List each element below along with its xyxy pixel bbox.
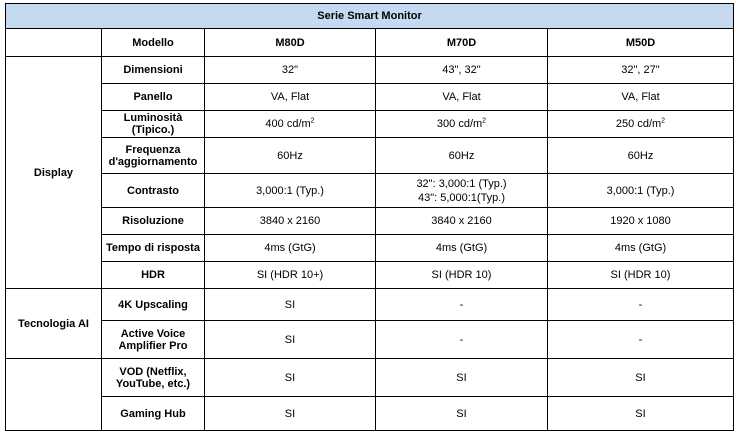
title-row xyxy=(6,4,734,29)
table-row xyxy=(6,57,734,84)
row-label: Contrasto xyxy=(102,174,205,208)
cell-value: 300 $cd/m^2$ xyxy=(376,111,548,138)
table-row xyxy=(6,138,734,174)
cell-value: 60Hz xyxy=(548,138,734,174)
cell-value: SI xyxy=(376,359,548,397)
cell-value: SI (HDR 10+) xyxy=(205,262,376,289)
row-label: Panello xyxy=(102,84,205,111)
cell-value: 32": 3,000:1 (Typ.) 43": 5,000:1(Typ.) xyxy=(376,174,548,208)
table-row xyxy=(6,359,734,397)
spec-table xyxy=(5,3,734,431)
cell-value: 60Hz xyxy=(376,138,548,174)
header-label: Modello xyxy=(102,29,205,57)
cell-value: 32", 27" xyxy=(548,57,734,84)
empty-cell xyxy=(6,29,102,57)
row-label: Frequenza d'aggiornamento xyxy=(102,138,205,174)
row-label: 4K Upscaling xyxy=(102,289,205,321)
table-title: Serie Smart Monitor xyxy=(6,4,734,29)
table-row xyxy=(6,397,734,431)
cell-value: SI xyxy=(548,397,734,431)
row-label: Gaming Hub xyxy=(102,397,205,431)
table-row xyxy=(6,208,734,235)
cell-value: 4ms (GtG) xyxy=(548,235,734,262)
table-row xyxy=(6,262,734,289)
cell-value: VA, Flat xyxy=(205,84,376,111)
cell-value: 4ms (GtG) xyxy=(376,235,548,262)
cell-value: SI xyxy=(548,359,734,397)
cell-value: 1920 x 1080 xyxy=(548,208,734,235)
cell-value: 3840 x 2160 xyxy=(376,208,548,235)
table-row xyxy=(6,84,734,111)
cell-value: - xyxy=(548,321,734,359)
model-m50d: M50D xyxy=(548,29,734,57)
cell-value: SI (HDR 10) xyxy=(376,262,548,289)
row-label: Luminosità (Tipico.) xyxy=(102,111,205,138)
cell-value: SI xyxy=(205,397,376,431)
model-m70d: M70D xyxy=(376,29,548,57)
cell-value: 400 $cd/m^2$ xyxy=(205,111,376,138)
category-ai: Tecnologia AI xyxy=(6,289,102,359)
table-row xyxy=(6,111,734,138)
cell-value: - xyxy=(376,321,548,359)
table-row xyxy=(6,289,734,321)
category-display: Display xyxy=(6,57,102,289)
cell-value: 3,000:1 (Typ.) xyxy=(205,174,376,208)
cell-value: VA, Flat xyxy=(548,84,734,111)
cell-value: SI xyxy=(376,397,548,431)
row-label: Active Voice Amplifier Pro xyxy=(102,321,205,359)
cell-value: 3,000:1 (Typ.) xyxy=(548,174,734,208)
category-empty xyxy=(6,359,102,431)
header-row xyxy=(6,29,734,57)
cell-value: 32" xyxy=(205,57,376,84)
model-m80d: M80D xyxy=(205,29,376,57)
cell-value: SI xyxy=(205,321,376,359)
cell-value: 3840 x 2160 xyxy=(205,208,376,235)
cell-value: VA, Flat xyxy=(376,84,548,111)
table-row xyxy=(6,321,734,359)
cell-value: - xyxy=(548,289,734,321)
cell-value: 250 $cd/m^2$ xyxy=(548,111,734,138)
row-label: VOD (Netflix, YouTube, etc.) xyxy=(102,359,205,397)
row-label: Risoluzione xyxy=(102,208,205,235)
cell-value: - xyxy=(376,289,548,321)
cell-value: SI (HDR 10) xyxy=(548,262,734,289)
cell-value: 4ms (GtG) xyxy=(205,235,376,262)
cell-value: SI xyxy=(205,289,376,321)
cell-value: SI xyxy=(205,359,376,397)
row-label: Tempo di risposta xyxy=(102,235,205,262)
cell-value: 43", 32" xyxy=(376,57,548,84)
table-row xyxy=(6,235,734,262)
table-row xyxy=(6,174,734,208)
cell-value: 60Hz xyxy=(205,138,376,174)
row-label: Dimensioni xyxy=(102,57,205,84)
row-label: HDR xyxy=(102,262,205,289)
